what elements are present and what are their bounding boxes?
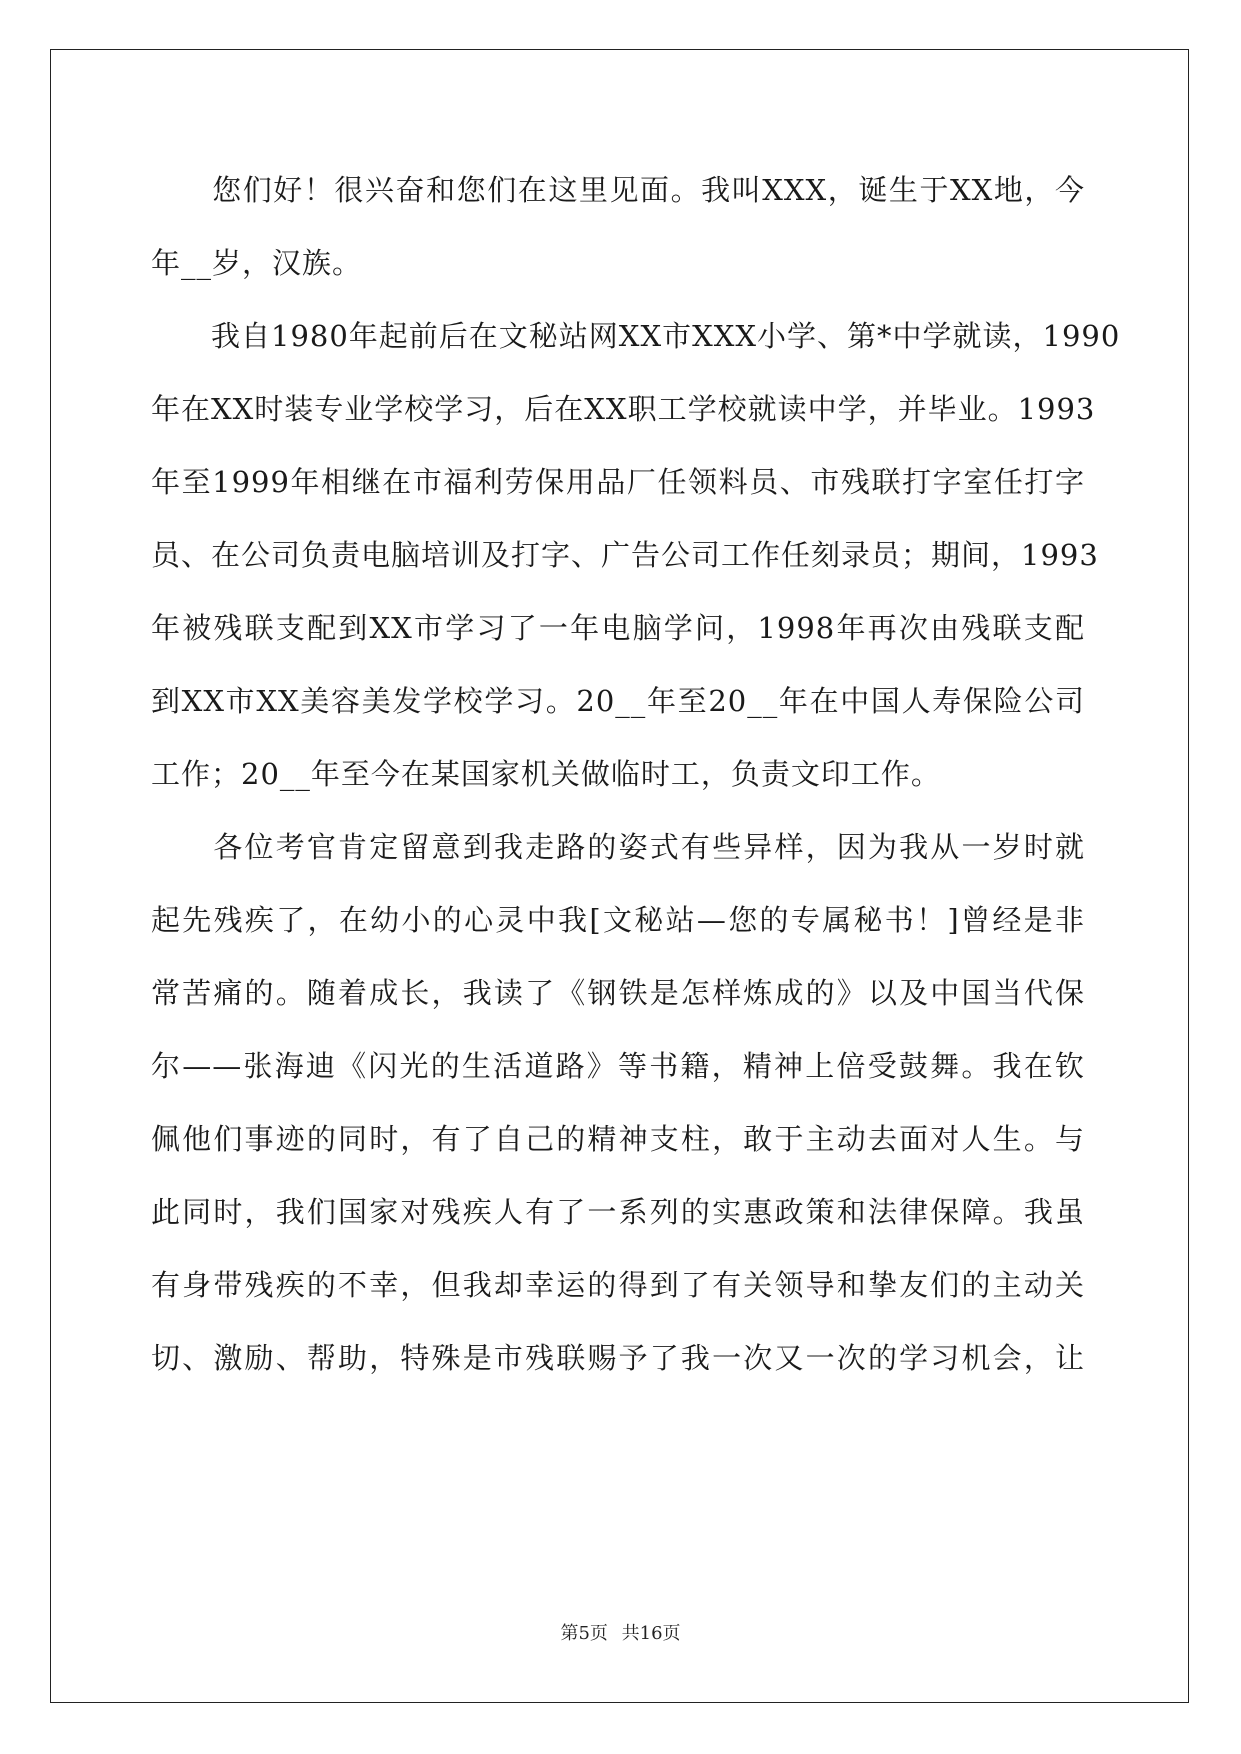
text-line: 员、在公司负责电脑培训及打字、广告公司工作任刻录员；期间，1993 bbox=[151, 538, 1099, 572]
text-line: 起先残疾了，在幼小的心灵中我[文秘站—您的专属秘书！]曾经是非 bbox=[151, 903, 1085, 937]
text-line: 各位考官肯定留意到我走路的姿式有些异样，因为我从一岁时就 bbox=[151, 830, 1085, 864]
text-line: 您们好！很兴奋和您们在这里见面。我叫XXX，诞生于XX地，今 bbox=[151, 173, 1085, 207]
text-line: 此同时，我们国家对残疾人有了一系列的实惠政策和法律保障。我虽 bbox=[151, 1195, 1085, 1229]
page-border bbox=[50, 49, 1189, 1703]
text-line: 年至1999年相继在市福利劳保用品厂任领料员、市残联打字室任打字 bbox=[151, 465, 1085, 499]
text-line: 有身带残疾的不幸，但我却幸运的得到了有关领导和挚友们的主动关 bbox=[151, 1268, 1085, 1302]
page-footer bbox=[0, 1622, 1241, 1646]
text-line: 尔——张海迪《闪光的生活道路》等书籍，精神上倍受鼓舞。我在钦 bbox=[151, 1049, 1085, 1083]
text-line: 常苦痛的。随着成长，我读了《钢铁是怎样炼成的》以及中国当代保 bbox=[151, 976, 1085, 1010]
text-line: 到XX市XX美容美发学校学习。20__年至20__年在中国人寿保险公司 bbox=[151, 684, 1085, 718]
text-line: 工作；20__年至今在某国家机关做临时工，负责文印工作。 bbox=[151, 757, 941, 791]
text-line: 佩他们事迹的同时，有了自己的精神支柱，敢于主动去面对人生。与 bbox=[151, 1122, 1085, 1156]
text-line: 年被残联支配到XX市学习了一年电脑学问，1998年再次由残联支配 bbox=[151, 611, 1085, 645]
page-number: 第5页 bbox=[560, 1623, 608, 1644]
text-line: 年在XX时装专业学校学习，后在XX职工学校就读中学，并毕业。1993 bbox=[151, 392, 1096, 426]
page-total: 共16页 bbox=[621, 1623, 681, 1644]
text-line: 切、激励、帮助，特殊是市残联赐予了我一次又一次的学习机会，让 bbox=[151, 1341, 1085, 1375]
text-line: 我自1980年起前后在文秘站网XX市XXX小学、第*中学就读，1990 bbox=[151, 319, 1121, 353]
text-line: 年__岁，汉族。 bbox=[151, 246, 363, 280]
